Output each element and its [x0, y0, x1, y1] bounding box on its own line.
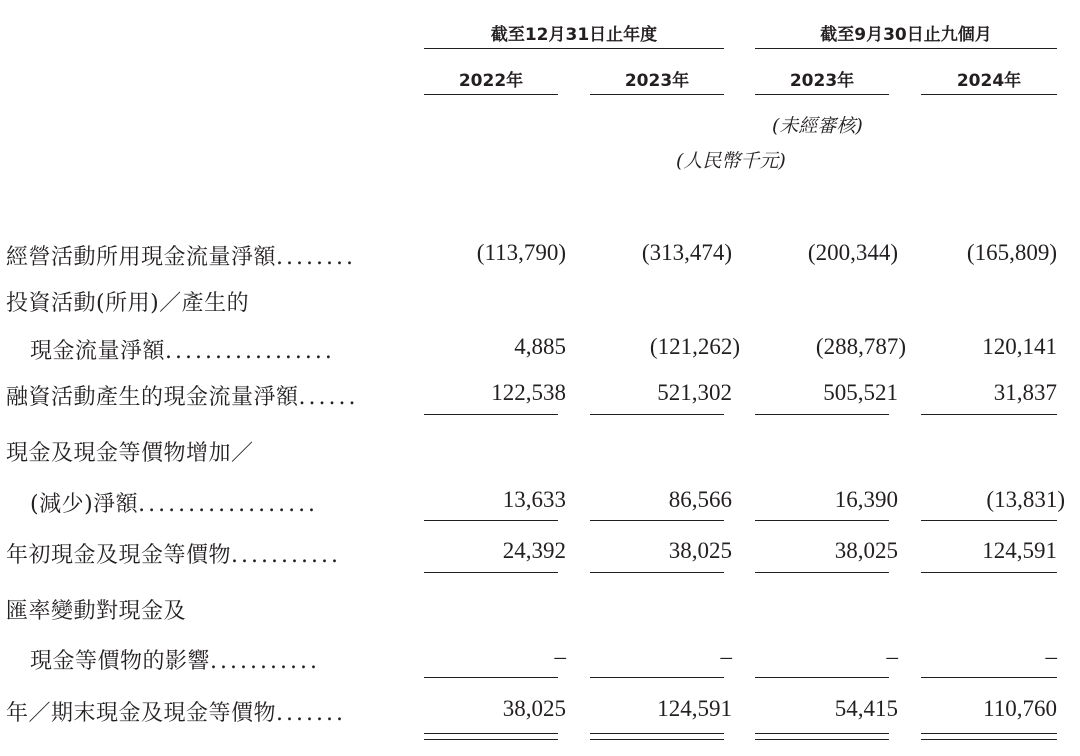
subtotal-rule	[424, 677, 558, 678]
subtotal-rule	[755, 572, 889, 573]
row-value: 38,025	[668, 538, 732, 563]
row-value: (165,809)	[966, 240, 1057, 265]
header-year-rule-4	[921, 94, 1057, 95]
total-double-rule	[921, 733, 1057, 740]
subtotal-rule	[755, 677, 889, 678]
row-value: –	[886, 644, 898, 669]
row-label: 融資活動產生的現金流量淨額......	[6, 385, 359, 410]
subtotal-rule	[921, 414, 1057, 415]
row-value: –	[720, 644, 732, 669]
header-year-rule-3	[755, 94, 889, 95]
subtotal-rule	[755, 414, 889, 415]
header-year-1: 2022年	[458, 71, 524, 91]
subtotal-rule	[921, 677, 1057, 678]
row-value: 24,392	[502, 538, 566, 563]
row-label: 現金及現金等價物增加／	[6, 441, 254, 466]
row-value: 124,591	[982, 538, 1057, 563]
header-year-2: 2023年	[624, 71, 690, 91]
row-label: 匯率變動對現金及	[6, 599, 187, 624]
row-value: 16,390	[834, 487, 898, 512]
header-group-rule-1	[424, 48, 724, 49]
row-value: 38,025	[834, 538, 898, 563]
row-value: 86,566	[668, 487, 732, 512]
total-double-rule	[755, 733, 889, 740]
row-label: 年／期末現金及現金等價物.......	[6, 701, 346, 726]
row-label: 現金等價物的影響...........	[30, 649, 320, 674]
subtotal-rule	[424, 414, 558, 415]
row-value: (113,790)	[476, 240, 566, 265]
row-value: 124,591	[657, 696, 732, 721]
row-value: 31,837	[993, 380, 1057, 405]
header-year-4: 2024年	[956, 71, 1022, 91]
row-value: 521,302	[657, 380, 732, 405]
row-value: 110,760	[983, 696, 1057, 721]
row-value: (313,474)	[641, 240, 732, 265]
currency-note: (人民幣千元)	[676, 150, 786, 172]
total-double-rule	[424, 733, 558, 740]
subtotal-rule	[921, 520, 1057, 521]
subtotal-rule	[590, 414, 724, 415]
header-year-3: 2023年	[789, 71, 855, 91]
row-value: 54,415	[834, 696, 898, 721]
row-label: 投資活動(所用)／產生的	[6, 291, 250, 316]
header-group-nine-months: 截至9月30日止九個月	[820, 25, 992, 45]
total-double-rule	[590, 733, 724, 740]
subtotal-rule	[424, 572, 558, 573]
row-value: 4,885	[514, 334, 566, 359]
row-value: 120,141	[982, 334, 1057, 359]
subtotal-rule	[921, 572, 1057, 573]
subtotal-rule	[590, 677, 724, 678]
row-label: 經營活動所用現金流量淨額........	[6, 245, 356, 270]
row-value: –	[554, 644, 566, 669]
header-group-year-ended: 截至12月31日止年度	[490, 25, 658, 45]
row-value: (288,787)	[815, 334, 906, 359]
row-value: (200,344)	[807, 240, 898, 265]
row-value: (13,831)	[986, 487, 1065, 512]
header-year-rule-2	[590, 94, 724, 95]
row-value: 13,633	[502, 487, 566, 512]
header-group-rule-2	[755, 48, 1057, 49]
unaudited-note: (未經審核)	[772, 115, 863, 137]
header-year-rule-1	[424, 94, 558, 95]
row-value: 122,538	[491, 380, 566, 405]
row-label: (減少)淨額..................	[30, 492, 319, 517]
row-value: (121,262)	[649, 334, 740, 359]
subtotal-rule	[590, 572, 724, 573]
subtotal-rule	[755, 520, 889, 521]
row-label: 現金流量淨額.................	[30, 339, 335, 364]
subtotal-rule	[424, 520, 558, 521]
row-label: 年初現金及現金等價物...........	[6, 543, 341, 568]
subtotal-rule	[590, 520, 724, 521]
row-value: –	[1045, 644, 1057, 669]
row-value: 505,521	[823, 380, 898, 405]
row-value: 38,025	[502, 696, 566, 721]
